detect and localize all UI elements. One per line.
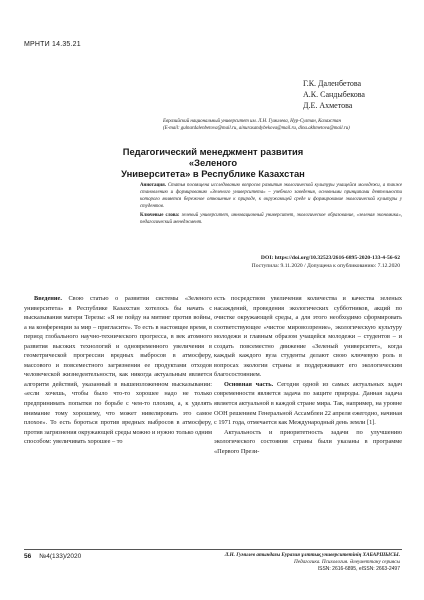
doi-label: DOI:	[260, 255, 275, 261]
journal-issn: ISSN: 2616-6895, eISSN: 2663-2497	[317, 566, 400, 572]
mrnti-code: МРНТИ 14.35.21	[24, 41, 81, 48]
affiliation	[163, 118, 401, 132]
journal-info	[170, 552, 400, 573]
affiliation-institution: Евразийский национальный университет им. Л.Н. Гумилева, Нур-Султан, Казахстан	[163, 119, 341, 124]
body-paragraph: Актуальность и приоритетность задачи по улучшению экологического состояния страны были указаны в программе «Первого Прези-	[214, 428, 402, 455]
footer-divider	[24, 549, 402, 550]
article-title-line: Педагогический менеджмент развития «Зеленого	[122, 146, 304, 168]
doi-block	[252, 254, 400, 270]
body-text: Сегодня одной из самых актуальных задач современности является задача по защите природы. Данная задача является актуальной в каждой стране мира. Так, например, на уровне ООН решением Генеральной Ассамблеи 22 апреля ежегодно, начиная с 1971 года, отмечается как Международный день земли [1].	[214, 380, 403, 427]
received-dates: Поступила: 9.11.2020 / Допущена к опубликованию: 7.12.2020	[251, 263, 400, 269]
doi-link[interactable]: https://doi.org/10.32523/2616-6895-2020-133-4-56-62	[274, 255, 400, 261]
abstract-label: Аннотация.	[140, 183, 166, 188]
abstract	[140, 183, 402, 211]
keywords	[140, 213, 402, 227]
main-heading: Основная часть.	[224, 380, 274, 388]
body-paragraph	[214, 380, 402, 428]
author-list	[260, 78, 400, 111]
affiliation-emails: (E-mail: gulnardalenbetova@mail.ru, ainurasandybekova@mail.ru, dina.akhmetova@mail.ru)	[163, 126, 350, 131]
page-number: 56	[24, 553, 32, 560]
abstract-text: Статья посвящена исследованию вопросов развития экологической культуры учащейся молодежи, а также становлению и формированию «Зеленого университета» – учебного заведения, основными принципами деятельности которого является бережное отношение к природе, к окружающей среде и формирование экологической культуры у студентов.	[140, 183, 402, 209]
body-text: Свою статью о развитии системы «Зеленого университета» в Республике Казахстан хотелось бы начать с высказывания матери Терезы: «Я не пойду на митинг против войны, а на конференции за мир – пригласите». То есть в настоящее время, в период глобального научно-технического прогресса, в век атомного развития высоких технологий и одновременного увеличения в геометрической прогрессии вредных выбросов в атмосферу, массового и повсеместного загрязнения ее продуктами отходов человеческой жизнедеятельности, как никогда актуальным является алгоритм действий, указанный в вышеизложенном высказывании: «если хочешь, чтобы было что-то хорошее надо не только предпринимать попытки по борьбе с чем-то плохим, а, к уделять внимание тому хорошему, что может нивелировать это самое плохое». То есть бороться против вредных выбросов в атмосферу, против загрязнения окружающей среды можно и нужно только одним способом: увеличивать хорошее – то	[24, 295, 212, 446]
author-name: Д.Е. Ахметова	[303, 101, 353, 110]
article-title	[118, 146, 308, 179]
journal-name: Л.Н. Гумилев атындағы Еуразия ұлттық университетінің ХАБАРШЫСЫ.	[224, 552, 400, 558]
journal-series: Педагогика. Психология. Әлеуметтану сериясы	[294, 559, 400, 565]
keywords-text: зеленый университет, инновационный университет, экологическое образование, «зеленая экономика», педагогический менеджмент.	[140, 212, 402, 225]
author-name: А.К. Сандыбекова	[303, 90, 365, 99]
body-paragraph	[24, 294, 212, 447]
body-paragraph: есть посредством увеличения количества и качества зеленых насаждений, проведения экологических субботников, акций по очистке окружающей среды, а для этого необходимо сформировать соответствующее «чистое мировоззрение», экологическую культуру молодежи и главным образом учащейся молодежи – студентов – и создать повсеместно движение «Зеленый университет», когда каждый каждого вуза студенты делают свою ключевую роль в вопросах экологии страны и поддерживают его экологическим благосостоянием.	[214, 295, 402, 379]
abstract-block	[140, 183, 402, 226]
body-column-left	[24, 294, 212, 447]
keywords-label: Ключевые слова:	[140, 212, 180, 218]
body-column-right	[214, 294, 402, 456]
page-footer-left	[24, 553, 81, 560]
author-name: Г.К. Даленбетова	[303, 79, 362, 88]
intro-heading: Введение.	[34, 295, 62, 302]
issue-number: №4(133)/2020	[39, 553, 82, 560]
article-title-line: Университета» в Республике Казахстан	[121, 168, 305, 179]
